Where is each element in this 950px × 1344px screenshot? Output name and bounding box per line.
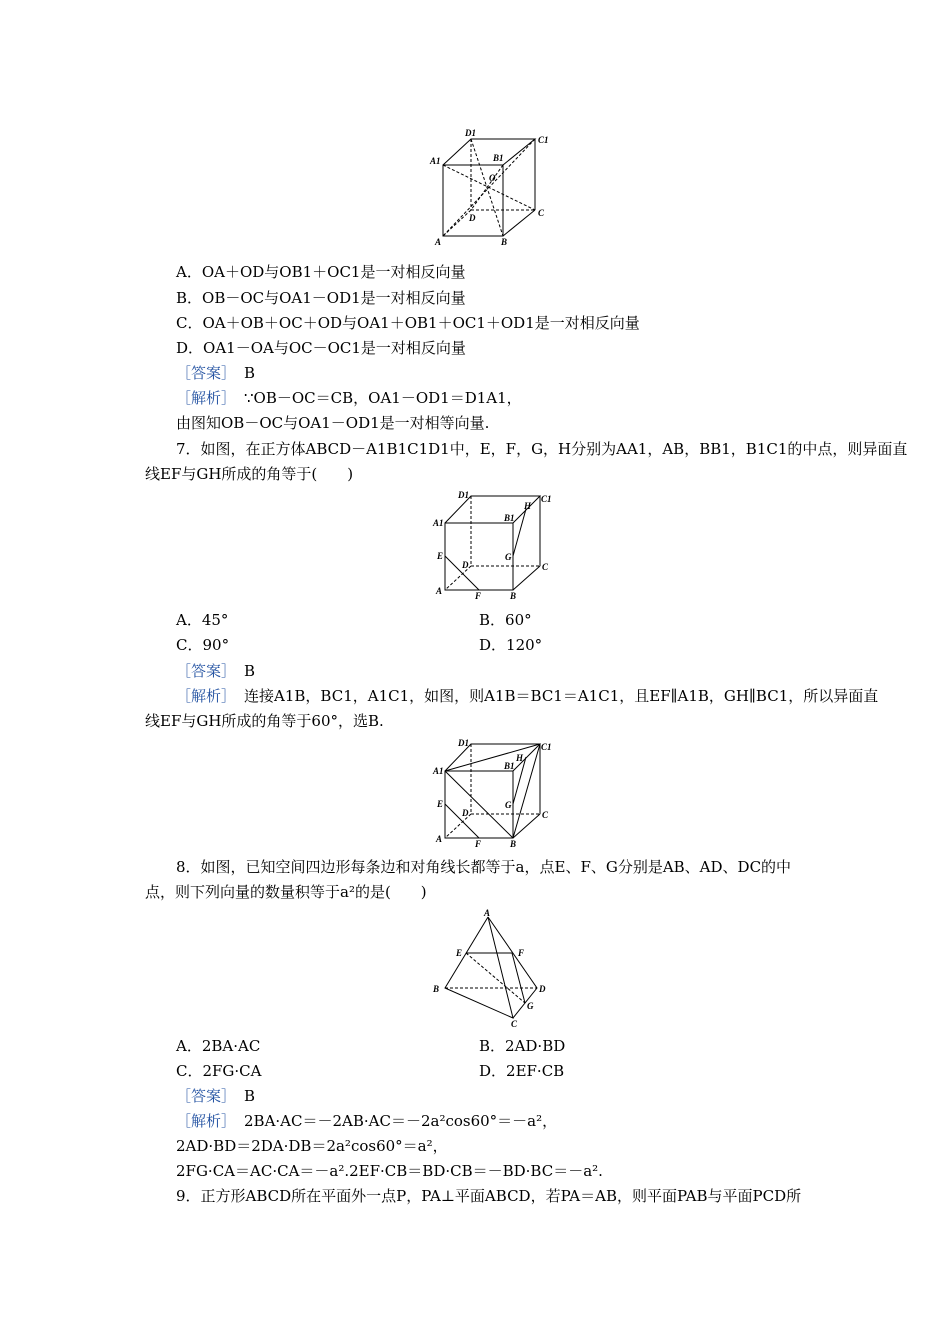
label-b1: B1 [504, 513, 515, 523]
label-c: C [511, 1019, 518, 1029]
q8-stem-line-2: 点，则下列向量的数量积等于a²的是( ) [145, 883, 427, 901]
label-a1: A1 [430, 156, 441, 166]
label-b: B [433, 984, 440, 994]
label-c: C [538, 208, 545, 218]
q6-option-b: B．OB－OC与OA1－OD1是一对相反向量 [176, 289, 466, 307]
figure-cube-midpoints [425, 488, 555, 603]
q8-option-d: D．2EF·CB [479, 1062, 565, 1080]
q6-option-d: D．OA1－OA与OC－OC1是一对相反向量 [176, 339, 466, 357]
label-d1: D1 [465, 128, 476, 138]
label-b: B [510, 591, 517, 601]
label-e: E [437, 799, 444, 809]
label-d: D [539, 984, 546, 994]
answer-value: B [244, 364, 256, 382]
analysis-text: 2BA·AC＝－2AB·AC＝－2a²cos60°＝－a²， [244, 1112, 558, 1130]
q8-stem-line-1: 8．如图，已知空间四边形每条边和对角线长都等于a，点E、F、G分别是AB、AD、DC的中 [176, 858, 792, 876]
label-a1: A1 [433, 518, 444, 528]
q8-analysis-line-3: 2FG·CA＝AC·CA＝－a².2EF·CB＝BD·CB＝－BD·BC＝－a². [176, 1162, 603, 1180]
label-e: E [456, 948, 463, 958]
analysis-text: ∵OB－OC＝CB，OA1－OD1＝D1A1， [244, 389, 522, 407]
label-d1: D1 [458, 490, 469, 500]
q7-option-d: D．120° [479, 636, 543, 654]
q6-analysis [176, 388, 522, 408]
label-g: G [505, 800, 512, 810]
answer-value: B [244, 1087, 256, 1105]
analysis-tag: ［解析］ [176, 1112, 237, 1130]
q7-analysis-line-2: 线EF与GH所成的角等于60°，选B. [145, 712, 384, 730]
label-b: B [501, 237, 508, 247]
figure-cube-center-o [425, 125, 555, 250]
figure-tetrahedron [425, 905, 555, 1030]
label-a: A [435, 237, 442, 247]
label-f: F [475, 839, 482, 849]
figure-cube-triangle [425, 736, 555, 851]
label-a: A [484, 908, 491, 918]
label-c1: C1 [541, 742, 552, 752]
label-d: D [469, 213, 476, 223]
label-h: H [524, 501, 532, 511]
q7-option-b: B．60° [479, 611, 532, 629]
label-a: A [436, 586, 443, 596]
q9-stem-line-1: 9．正方形ABCD所在平面外一点P，PA⊥平面ABCD，若PA＝AB，则平面PAB与平面PCD所 [176, 1187, 802, 1205]
label-h: H [516, 753, 524, 763]
label-b1: B1 [493, 153, 504, 163]
label-d: D [462, 560, 469, 570]
q8-answer [176, 1086, 255, 1106]
analysis-text: 连接A1B，BC1，A1C1，如图，则A1B＝BC1＝A1C1，且EF∥A1B，GH∥BC1，所以异面直 [244, 687, 879, 705]
analysis-tag: ［解析］ [176, 389, 237, 407]
label-c: C [542, 562, 549, 572]
q7-stem-line-2: 线EF与GH所成的角等于( ) [145, 465, 354, 483]
q7-option-a: A．45° [176, 611, 229, 629]
answer-tag: ［答案］ [176, 662, 237, 680]
label-a1: A1 [433, 766, 444, 776]
q6-option-c: C．OA＋OB＋OC＋OD与OA1＋OB1＋OC1＋OD1是一对相反向量 [176, 314, 640, 332]
answer-tag: ［答案］ [176, 1087, 237, 1105]
q6-option-a: A．OA＋OD与OB1＋OC1是一对相反向量 [176, 263, 466, 281]
label-d: D [462, 808, 469, 818]
q6-analysis-line-2: 由图知OB－OC与OA1－OD1是一对相等向量. [176, 414, 490, 432]
q7-analysis [176, 686, 878, 706]
label-g: G [505, 552, 512, 562]
label-c1: C1 [541, 494, 552, 504]
analysis-tag: ［解析］ [176, 687, 237, 705]
label-b1: B1 [504, 761, 515, 771]
label-o: O [489, 173, 496, 183]
q7-answer [176, 661, 255, 681]
q8-analysis [176, 1111, 557, 1131]
label-c: C [542, 810, 549, 820]
label-d1: D1 [458, 738, 469, 748]
answer-tag: ［答案］ [176, 364, 237, 382]
label-c1: C1 [538, 135, 549, 145]
label-f: F [518, 948, 525, 958]
q7-option-c: C．90° [176, 636, 230, 654]
label-g: G [527, 1001, 534, 1011]
q8-option-a: A．2BA·AC [176, 1037, 261, 1055]
q7-stem-line-1: 7．如图，在正方体ABCD－A1B1C1D1中，E，F，G，H分别为AA1，AB，BB1，B1C1的中点，则异面直 [176, 440, 908, 458]
label-f: F [475, 591, 482, 601]
q6-answer [176, 363, 255, 383]
q8-analysis-line-2: 2AD·BD＝2DA·DB＝2a²cos60°＝a²， [176, 1137, 448, 1155]
label-b: B [510, 839, 517, 849]
label-e: E [437, 551, 444, 561]
label-a: A [436, 834, 443, 844]
q8-option-c: C．2FG·CA [176, 1062, 262, 1080]
q8-option-b: B．2AD·BD [479, 1037, 566, 1055]
answer-value: B [244, 662, 256, 680]
